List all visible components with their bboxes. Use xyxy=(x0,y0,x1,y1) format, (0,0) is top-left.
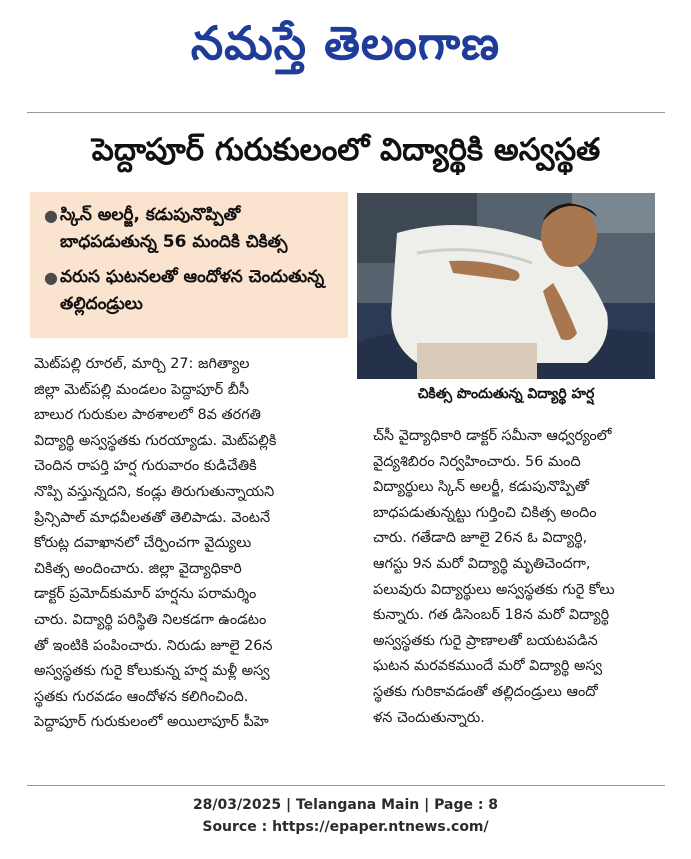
footer-date-edition: 28/03/2025 | Telangana Main | Page : 8 xyxy=(192,797,499,813)
left-column-line: జిల్లా మెట్‌పల్లి మండలం పెద్దాపూర్ బీసీ xyxy=(34,381,249,398)
left-column-line: ప్రిన్సిపాల్ మాధవీలతతో తెలిపాడు. వెంటనే xyxy=(34,509,271,526)
right-column-line: వైద్యశిబిరం నిర్వహించారు. 56 మంది xyxy=(373,453,581,470)
article-headline: పెద్దాపూర్ గురుకులంలో విద్యార్థికి అస్వస్థత xyxy=(91,132,601,168)
right-column-line: పలువురు విద్యార్థులు అస్వస్థతకు గురై కోలు xyxy=(373,581,615,598)
top-divider xyxy=(27,112,665,113)
left-column-line: అస్వస్థతకు గురై కోలుకున్న హర్ష మళ్లీ అస్వ xyxy=(34,663,270,680)
bullet-icon: ● xyxy=(44,206,58,225)
news-photo xyxy=(357,193,655,379)
left-column-line: తో ఇంటికి పంపించారు. నిరుడు జూలై 26న xyxy=(34,637,273,654)
left-column-line: స్థతకు గురవడం ఆందోళన కలిగించింది. xyxy=(34,688,249,705)
right-column-line: ళన చెందుతున్నారు. xyxy=(373,709,485,726)
left-column-line: మెట్‌పల్లి రూరల్, మార్చి 27: జగిత్యాల xyxy=(34,356,250,372)
left-column-line: విద్యార్థి అస్వస్థతకు గురయ్యాడు. మెట్‌పల్లికి xyxy=(34,432,277,449)
left-column-line: చెందిన రాపర్తి హర్ష గురువారం కుడిచేతికి xyxy=(34,458,257,475)
footer-source: Source : https://epaper.ntnews.com/ xyxy=(202,819,489,835)
bottom-divider xyxy=(27,785,665,786)
highlights-box xyxy=(30,192,348,338)
right-column-line: బాధపడుతున్నట్టు గుర్తించి చికిత్స అందిం xyxy=(373,504,597,521)
highlight-item xyxy=(44,264,338,318)
highlight-text: వరుస ఘటనలతో ఆందోళన చెందుతున్న తల్లిదండ్రులు xyxy=(60,267,325,314)
right-column-line: స్థతకు గురికావడంతో తల్లిదండ్రులు ఆందో xyxy=(373,684,598,700)
right-column-line: ఆగస్టు 9న మరో విద్యార్థి మృతిచెందగా, xyxy=(373,556,591,572)
right-column-line: ఘటన మరవకముందే మరో విద్యార్థి అస్వ xyxy=(373,658,603,675)
right-column-line: అస్వస్థతకు గురై ప్రాణాలతో బయటపడిన xyxy=(373,632,598,649)
bullet-icon: ● xyxy=(44,268,58,287)
left-column-line: బాలుర గురుకుల పాఠశాలలో 8వ తరగతి xyxy=(34,407,261,424)
highlight-item xyxy=(44,202,338,256)
left-column-line: డాక్టర్ ప్రమోద్‌కుమార్ హర్షను పరామర్శిం xyxy=(34,586,257,603)
left-column-line: పెద్దాపూర్ గురుకులంలో అయిలాపూర్ పీహె xyxy=(34,714,269,731)
right-column-line: చారు. గతేడాది జూలై 26న ఓ విద్యార్థి, xyxy=(373,530,588,547)
right-column-line: విద్యార్థులు స్కిన్ అలర్జీ, కడుపునొప్పితో xyxy=(373,479,589,496)
left-column-line: నొప్పి వస్తున్నదని, కండ్లు తిరుగుతున్నాయని xyxy=(34,484,275,500)
highlight-text: స్కిన్ అలర్జీ, కడుపునొప్పితో బాధపడుతున్న 56 మందికి చికిత్స xyxy=(60,205,288,252)
student-photo-illustration xyxy=(357,193,655,379)
left-column-line: చారు. విద్యార్థి పరిస్థితి నిలకడగా ఉండటం xyxy=(34,612,267,628)
right-column-line: కున్నారు. గత డిసెంబర్ 18న మరో విద్యార్థి xyxy=(373,607,610,624)
masthead-title: నమస్తే తెలంగాణ xyxy=(190,16,501,70)
left-column-line: చికిత్స అందించారు. జిల్లా వైద్యాధికారి xyxy=(34,560,242,577)
right-column-line: చ్‌సీ వైద్యాధికారి డాక్టర్ సమీనా ఆధ్వర్యంలో xyxy=(373,428,612,444)
photo-caption: చికిత్స పొందుతున్న విద్యార్థి హర్ష xyxy=(357,379,655,409)
left-column-line: కోరుట్ల దవాఖానలో చేర్పించగా వైద్యులు xyxy=(34,535,252,552)
